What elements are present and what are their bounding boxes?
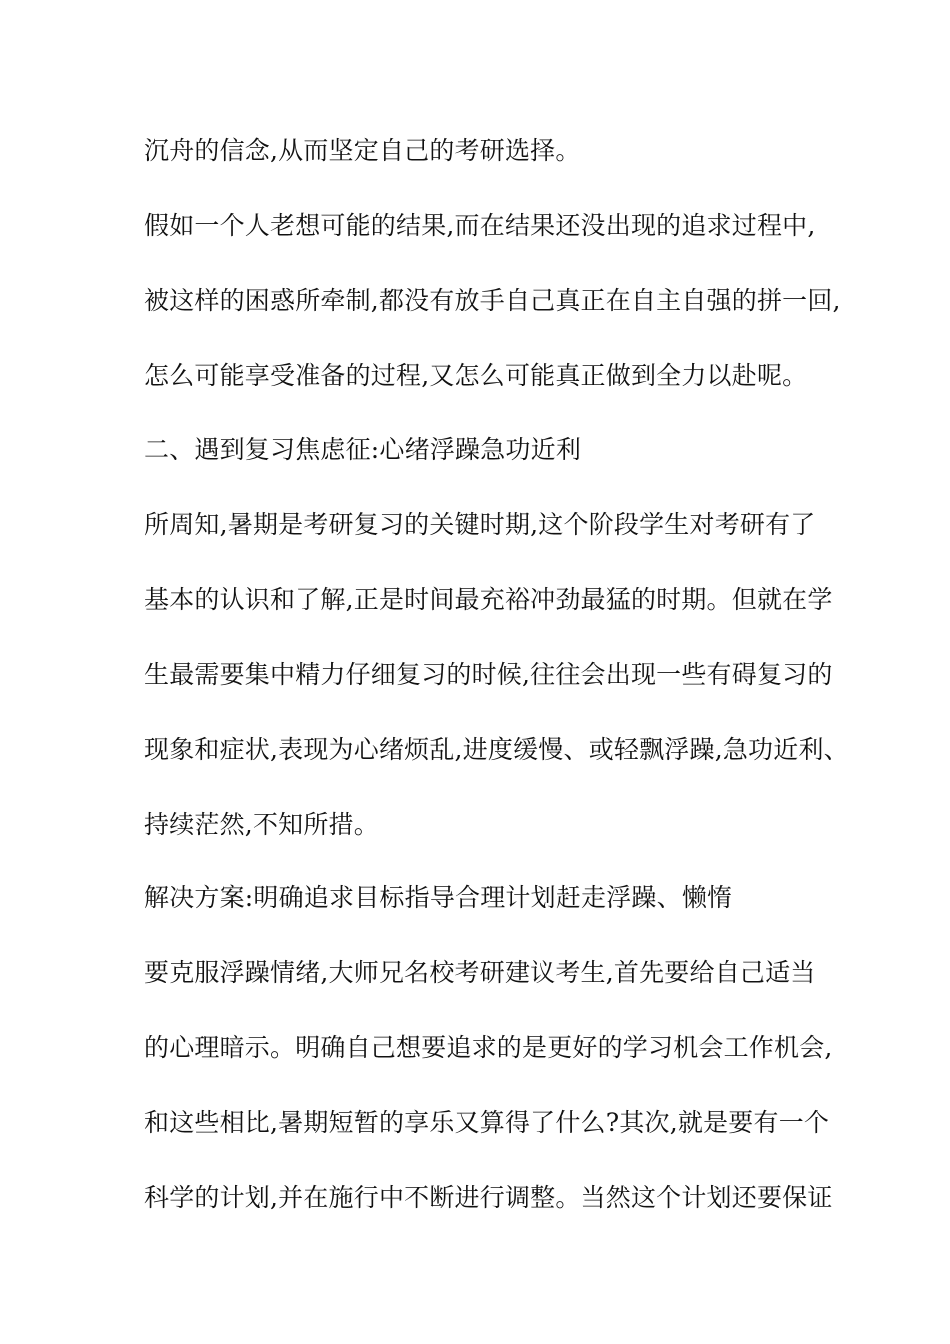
paragraph-line: 假如一个人老想可能的结果,而在结果还没出现的追求过程中, — [144, 211, 816, 240]
paragraph-line: 基本的认识和了解,正是时间最充裕冲劲最猛的时期。但就在学 — [144, 585, 833, 614]
paragraph-line: 持续茫然,不知所措。 — [144, 810, 379, 839]
paragraph-line: 和这些相比,暑期短暂的享乐又算得了什么?其次,就是要有一个 — [144, 1108, 830, 1137]
paragraph-line: 现象和症状,表现为心绪烦乱,进度缓慢、或轻飘浮躁,急功近利、 — [144, 735, 849, 764]
paragraph-line: 要克服浮躁情绪,大师兄名校考研建议考生,首先要给自己适当 — [144, 958, 816, 987]
section-heading: 二、遇到复习焦虑征:心绪浮躁急功近利 — [144, 435, 582, 464]
paragraph-line: 科学的计划,并在施行中不断进行调整。当然这个计划还要保证 — [144, 1183, 833, 1212]
paragraph-line: 所周知,暑期是考研复习的关键时期,这个阶段学生对考研有了 — [144, 510, 816, 539]
solution-heading: 解决方案:明确追求目标指导合理计划赶走浮躁、懒惰 — [144, 883, 733, 912]
paragraph-line: 的心理暗示。明确自己想要追求的是更好的学习机会工作机会, — [144, 1033, 833, 1062]
paragraph-line: 沉舟的信念,从而坚定自己的考研选择。 — [144, 136, 581, 165]
paragraph-line: 怎么可能享受准备的过程,又怎么可能真正做到全力以赴呢。 — [144, 361, 808, 390]
paragraph-line: 生最需要集中精力仔细复习的时候,往往会出现一些有碍复习的 — [144, 660, 833, 689]
paragraph-line: 被这样的困惑所牵制,都没有放手自己真正在自主自强的拼一回, — [144, 286, 841, 315]
